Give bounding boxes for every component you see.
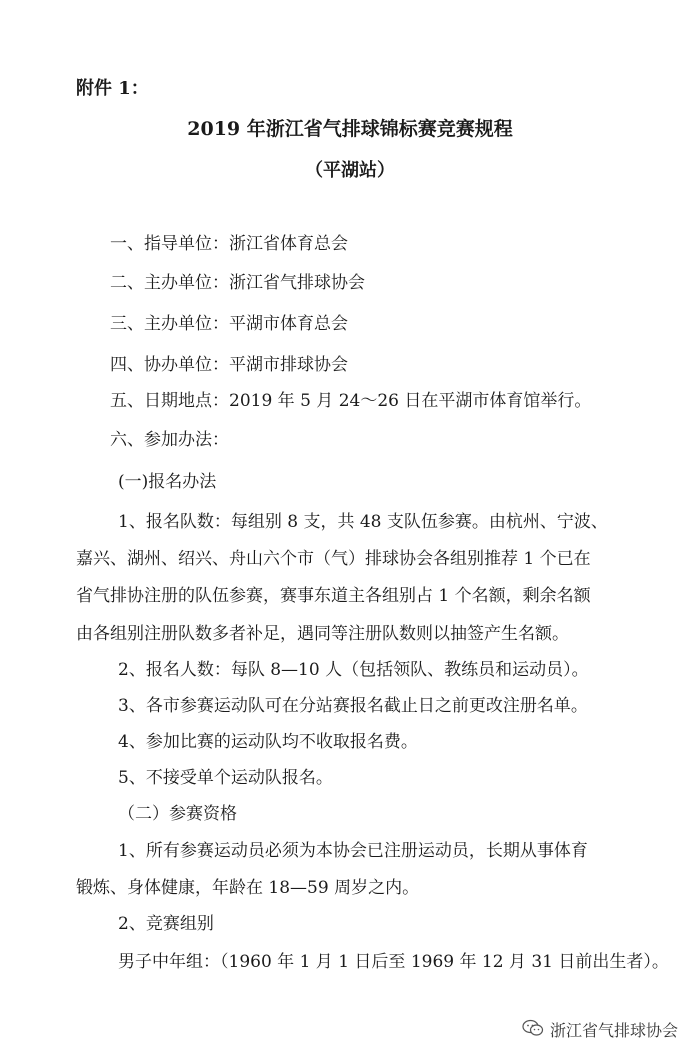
attachment-label: 附件 1： (76, 78, 149, 99)
paragraph-line: 嘉兴、湖州、绍兴、舟山六个市（气）排球协会各组别推荐 1 个已在 (76, 549, 591, 569)
paragraph-line: 五、日期地点：2019 年 5 月 24～26 日在平湖市体育馆举行。 (110, 391, 592, 411)
paragraph-line: 4、参加比赛的运动队均不收取报名费。 (118, 732, 418, 752)
paragraph-line: 四、协办单位：平湖市排球协会 (110, 355, 348, 375)
paragraph-line: 3、各市参赛运动队可在分站赛报名截止日之前更改注册名单。 (118, 696, 588, 716)
paragraph-line: 1、报名队数：每组别 8 支，共 48 支队伍参赛。由杭州、宁波、 (118, 512, 608, 532)
paragraph-line: 省气排协注册的队伍参赛，赛事东道主各组别占 1 个名额，剩余名额 (76, 586, 591, 606)
paragraph-line: 一、指导单位：浙江省体育总会 (110, 234, 348, 254)
section-heading: （二）参赛资格 (118, 804, 237, 824)
section-heading: (一)报名办法 (118, 472, 217, 492)
paragraph-line: 2、竞赛组别 (118, 914, 214, 934)
paragraph-line: 六、参加办法： (110, 430, 229, 450)
paragraph-line: 1、所有参赛运动员必须为本协会已注册运动员，长期从事体育 (118, 841, 588, 861)
watermark-text: 浙江省气排球协会 (549, 1021, 678, 1040)
paragraph-line: 由各组别注册队数多者补足，遇同等注册队数则以抽签产生名额。 (76, 624, 569, 644)
document-subtitle: （平湖站） (305, 160, 395, 181)
paragraph-line: 2、报名人数：每队 8—10 人（包括领队、教练员和运动员）。 (118, 660, 589, 680)
paragraph-line: 5、不接受单个运动队报名。 (118, 768, 333, 788)
paragraph-line: 男子中年组：（1960 年 1 月 1 日后至 1969 年 12 月 31 日前出生者）。 (118, 952, 669, 972)
watermark (522, 1018, 678, 1041)
wechat-icon (522, 1019, 544, 1041)
paragraph-line: 锻炼、身体健康，年龄在 18—59 周岁之内。 (76, 878, 420, 898)
paragraph-line: 三、主办单位：平湖市体育总会 (110, 314, 348, 334)
document-title: 2019 年浙江省气排球锦标赛竞赛规程 (187, 118, 513, 140)
paragraph-line: 二、主办单位：浙江省气排球协会 (110, 273, 365, 293)
